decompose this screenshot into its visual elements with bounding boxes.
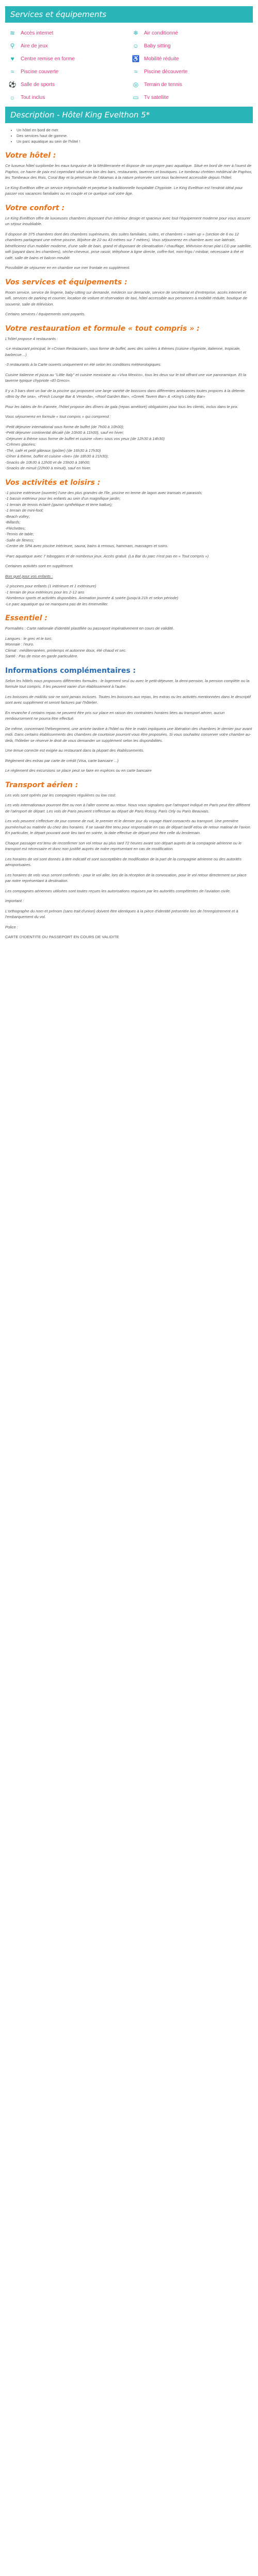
section-paragraph: Les vols sont opérés par les compagnies régulières ou low cost. (5, 792, 117, 798)
section-paragraph: Formalités : Carte nationale d'identité plastifiée ou passeport impérativement en cours de validité. (5, 626, 174, 631)
service-item (132, 93, 250, 101)
service-label: Terrain de tennis (144, 81, 182, 88)
section-paragraph: CARTE D'IDENTITE OU PASSEPORT EN COURS DE VALIDITE (5, 935, 119, 939)
section-paragraph: Les vols internationaux pourront être ou non à l'aller comme au retour. Nous vous signalons que l'aéroport indiqué en Paris peut être différent de l'aéroport de départ. Les vols de Paris peuvent s'effectuer au départ de Paris Roissy, Paris Orly ou Paris Beauvais. (5, 803, 250, 814)
services-banner: Services et équipements (5, 6, 253, 23)
section-heading: Informations complémentaires : (5, 666, 136, 675)
accessible-icon: ♿ (132, 55, 140, 62)
section-heading: Votre confort : (5, 204, 65, 212)
description-content (5, 151, 253, 940)
section-paragraph: -Parc aquatique avec 7 toboggans et de nombreux jeux. Accès gratuit. (La Bar du parc n'est pas en « Tout compris ») (5, 553, 209, 558)
section-list: Langues : le grec et le turc. Monnaie : l'euro. Climat : méditerranéen, printemps et automne doux, été chaud et sec. Santé : Pas de mise en garde particulière. (5, 636, 127, 658)
service-label: Salle de sports (21, 81, 55, 88)
service-label: Piscine couverte (21, 69, 59, 75)
section-paragraph: Important : (5, 899, 24, 903)
service-item (132, 67, 250, 76)
description-bullet: • Un parc aquatique au sein de l'hôtel ! (17, 139, 253, 144)
section-paragraph: Bon quel pour vos enfants : (5, 573, 53, 579)
snowflake-icon: ❄ (133, 29, 139, 37)
section-paragraph: Règlement des extras par carte de crédit (Visa, carte bancaire ...) (5, 758, 119, 763)
section-heading: Essentiel : (5, 614, 47, 622)
service-item (8, 67, 126, 76)
section-paragraph: Selon les hôtels nous proposons différentes formules : le logement seul ou avec le petit-déjeuner, la demi-pension, la pension complète ou la formule tout compris. Il les peuvent varier d'un établissement à l'autre. (5, 678, 250, 689)
service-label: Air conditionné (144, 30, 179, 36)
section-paragraph: Une tenue correcte est exigée au restaurant dans la plupart des établissements. (5, 748, 144, 753)
section-paragraph: Chaque passager est tenu de reconfirmer son vol retour au plus tard 72 heures avant son départ auprès de la compagnie aérienne ou le transport est nécessaire et donc non justifié auprès de notre représentant en cas de modification. (5, 840, 242, 851)
service-item (8, 93, 126, 101)
section-paragraph: Police : (5, 924, 18, 929)
section-paragraph: -3 restaurants à la Carte ouverts uniquement en été selon les conditions météorologiques: (5, 362, 162, 367)
section-paragraph: Il dispose de 375 chambres dont des chambres supérieures, des suites familiales, suites, et chambres « swim up » (section de 6 ou 12 chambres partageant une même piscine, lit/pièce de 22 ou 43 mètres sur 7 mètres). Vous séjournerez en chambre avec vue latérale, bénéficierez d'un mobilier moderne, d'une salle de bain, grand et disposant de climatisation / chauffage, télévision écran plat LCD par satellite, wifi (payant dans les chambres), sèche-cheveux, prise rasoir, téléphone à ligne directe, coffre-fort, mini-frigo / minibar, nécessaire à thé et café, salle de bains et balcon meublé. (5, 231, 252, 260)
wifi-icon: ≋ (9, 29, 15, 37)
section-heading: Vos services et équipements : (5, 278, 127, 286)
section-paragraph: L'orthographe du nom et prénom (sans trait d'union) doivent être identiques à la pièce d'identité présentée lors de l'enregistrement et à l'embarquement du vol. (5, 908, 238, 919)
section-paragraph: Vous séjournerez en formule « tout compris » qui comprend : (5, 414, 111, 419)
section-heading: Transport aérien : (5, 781, 78, 789)
section-heading: Vos activités et loisirs : (5, 478, 101, 487)
service-label: Baby sitting (144, 43, 171, 49)
services-grid (5, 27, 253, 107)
section-paragraph: Les compagnies aériennes utilisées sont toutes reçues les autorisations requises par les autorités compétentes de l'aviation civile. (5, 888, 231, 893)
service-item (8, 80, 126, 89)
service-item (132, 80, 250, 89)
service-label: Mobilité réduite (144, 56, 179, 62)
section-paragraph: Les boissons de midi/du soir ne sont jamais incluses. Toutes les boissons aux repas, les extras ou les activités mentionnées dans le descriptif sont avec supplément et seront factures par l'hôtelier. (5, 694, 251, 705)
all-inclusive-icon: ☼ (9, 94, 15, 101)
service-label: Tv satellite (144, 94, 169, 100)
section-paragraph: Les horaires de vol sont donnés à titre indicatif et sont susceptibles de modification de la part de la compagnie aérienne ou des autorités aéroportuaires. (5, 856, 242, 867)
description-bullets (5, 127, 253, 144)
section-paragraph: Certains services / équipements sont payants. (5, 312, 86, 316)
section-paragraph: L'hôtel propose 4 restaurants : (5, 336, 58, 341)
section-paragraph: De même, concernant l'hébergement, une arrivée tardive à l'hôtel ou être le matin impliquera une libération des chambres le dernier jour avant midi. Dans certains établissements des chambres de courtoisie pourront vous être proposées. Si vous souhaitez conserver votre chambre au-delà, l'hôtelier se réserve le droit de vous demander un supplément selon les disponibilités. (5, 726, 252, 743)
section-paragraph: Les horaires de vols vous seront confirmés - pour le vol aller, lors de la réception de la convocation, pour le vol retour directement sur place par notre représentant à destination. (5, 872, 247, 883)
sport-icon: ⚽ (8, 81, 17, 88)
section-paragraph: Cuisine italienne et pizza au "Little Italy" et cuisine mexicaine au «Viva Mexico», tous les deux sur le toit offrant une vue panoramique. Et la taverne typique chypriote «El Greco». (5, 372, 247, 383)
section-list: -2 piscines pour enfants (1 intérieure et 1 extérieure) -1 terrain de jeux extérieurs pour les 2-12 ans -Nombreux sports et activités disponibles. Animation journée & soirée (jusqu'à 21h et selon période) -Le parc aquatique qui ne manquera pas de les émerveiller. (5, 584, 179, 606)
service-label: Aire de jeux (21, 43, 48, 49)
section-paragraph: Le King Evelthon offre de luxueuses chambres disposant d'un intérieur design et spacieux avec tout l'équipement moderne pour vous assurer un séjour inoubliable. (5, 215, 251, 226)
section-list: -Petit déjeuner international sous forme de buffet (de 7h00 à 10h00); -Petit déjeuner continental décalé (de 10h00 à 11h00), sauf en hiver; -Déjeuner à thème sous forme de buffet et cuisine «live» sous vos yeux (de 12h30 à 14h30) -Crêmes glacées; -Thé, café et petit gâteaux (goûter) (de 16h30 à 17h30) -Dîner à thème, buffet et cuisine «live» (de 18h30 à 21h30); -Snacks de 10h30 à 12h00 et de 15h00 à 18h00; -Snacks de minuit (22h00 à minuit), sauf en hiver. (5, 424, 165, 470)
description-bullet: • Un hôtel en bord de mer. (17, 127, 253, 133)
section-paragraph: Possibilité de séjourner en en chambre vue mer frontale en supplément. (5, 265, 131, 270)
section-paragraph: Room service, service de lingerie, baby-sitting sur demande, médecin sur demande, service de secrétariat et d'entreprise, accès internet et wifi, services de parking et courrier, location de voiture et réservation de taxi, hôtel accessible aux personnes à mobilité réduite, boutique de souvenir, salle de télévision. (5, 290, 247, 307)
description-bullet: • Des services haut de gamme. (17, 133, 253, 139)
baby-icon: ☺ (132, 42, 139, 49)
service-item (8, 29, 126, 37)
service-item (132, 55, 250, 63)
service-item (132, 29, 250, 37)
section-paragraph: Le règlement des excursions se place peut se faire en espèces ou en carte bancaire (5, 768, 152, 773)
service-label: Centre remise en forme (21, 56, 75, 62)
description-banner: Description - Hôtel King Evelthon 5* (5, 107, 253, 123)
section-paragraph: En revanche il certains repas ne peuvent être pris sur place en raison des contraintes horaires liées au transport aérien, aucun remboursement ne pourra être effectué. (5, 710, 225, 721)
tv-icon: ▭ (133, 94, 139, 101)
fitness-icon: ♥ (10, 55, 14, 62)
section-paragraph: Pour les tables de fin d'année, l'hôtel propose des dîners de gala (repas amélioré) obligatoires pour tous les clients, inclus dans le prix. (5, 404, 239, 409)
page (0, 0, 258, 960)
section-heading: Votre restauration et formule « tout compris » : (5, 324, 200, 333)
playground-icon: ⚲ (10, 42, 15, 49)
tennis-icon: ◎ (133, 81, 139, 88)
service-label: Accès internet (21, 30, 54, 36)
pool-icon: ≈ (10, 68, 14, 75)
section-list: -1 piscine extérieure (ouverte) l'une des plus grandes de l'île, piscine en terme de lagon avec transats et parasols; -1 bassin extérieur pour les enfants au sein d'un magnifique jardin; -1 terrain de tennis éclairé (gazon synthétique et terre battue); -1 terrain de mini-foot; -Beach volley; -Billards; -Fléchettes; -Tennis de table; -Salle de fitness; -Centre de SPA avec piscine intérieure, sauna, bains à remous, hammam, massages et soins. (5, 490, 203, 548)
section-paragraph: Certaines activités sont en supplément. (5, 564, 74, 568)
service-label: Piscine découverte (144, 69, 188, 75)
service-item (8, 42, 126, 50)
service-item (8, 55, 126, 63)
section-paragraph: Le King Evelthon offre un service irréprochable et perpétue la traditionnelle hospitalité Chypriote. Le King Evelthon est l'endroit idéal pour passer vos vacances familiales ou en couple et ce quelque soit votre âge. (5, 185, 243, 196)
section-paragraph: Il y a 3 bars dont un bar de la piscine qui proposent une large variété de boissons dans différentes ambiances toutes propices à la détente. «Brio by the sea», «Fresh Lounge Bar & Veranda», «Roof Garden Bar», «Greek Tavern Bar» & «King's Lobby Bar» (5, 388, 246, 399)
section-heading: Votre hôtel : (5, 151, 56, 160)
section-paragraph: Ce luxueux hôtel surplombe les eaux turquoise de la Méditerranée et dispose de son propre parc aquatique. Situé en bord de mer à l'ouest de Paphos, ce havre de paix est cependant situé non loin des bars, restaurants, tavernes et boutiques. Le tombeau chrétien médiéval de Paphos, les Tombeaux des Rois, Coral Bay et la péninsule de l'Akamas à la nature préservée sont tous facilement accessible depuis l'hôtel. (5, 163, 253, 180)
service-item (132, 42, 250, 50)
section-paragraph: -Le restaurant principal, le «Crown Restaurant», sous forme de buffet, avec des soirées à thèmes (cuisine chypriote, italienne, tropicale, barbecue…) (5, 346, 241, 357)
section-paragraph: Les vols peuvent s'effectuer de jour comme de nuit, le premier et le dernier jour du voyage étant consacrés au transport. Une première journée/nuit ou matinée du chez des horaires. Il se savait être tenu pour responsable en cas de départ tardif et/ou de retour matinal de l'avion. En particulier, le départ pouvant avoir lieu tard en soirée, la date effective de départ peut être celle du lendemain. (5, 819, 251, 835)
pool-outdoor-icon: ≈ (134, 68, 138, 75)
service-label: Tout inclus (21, 94, 45, 100)
